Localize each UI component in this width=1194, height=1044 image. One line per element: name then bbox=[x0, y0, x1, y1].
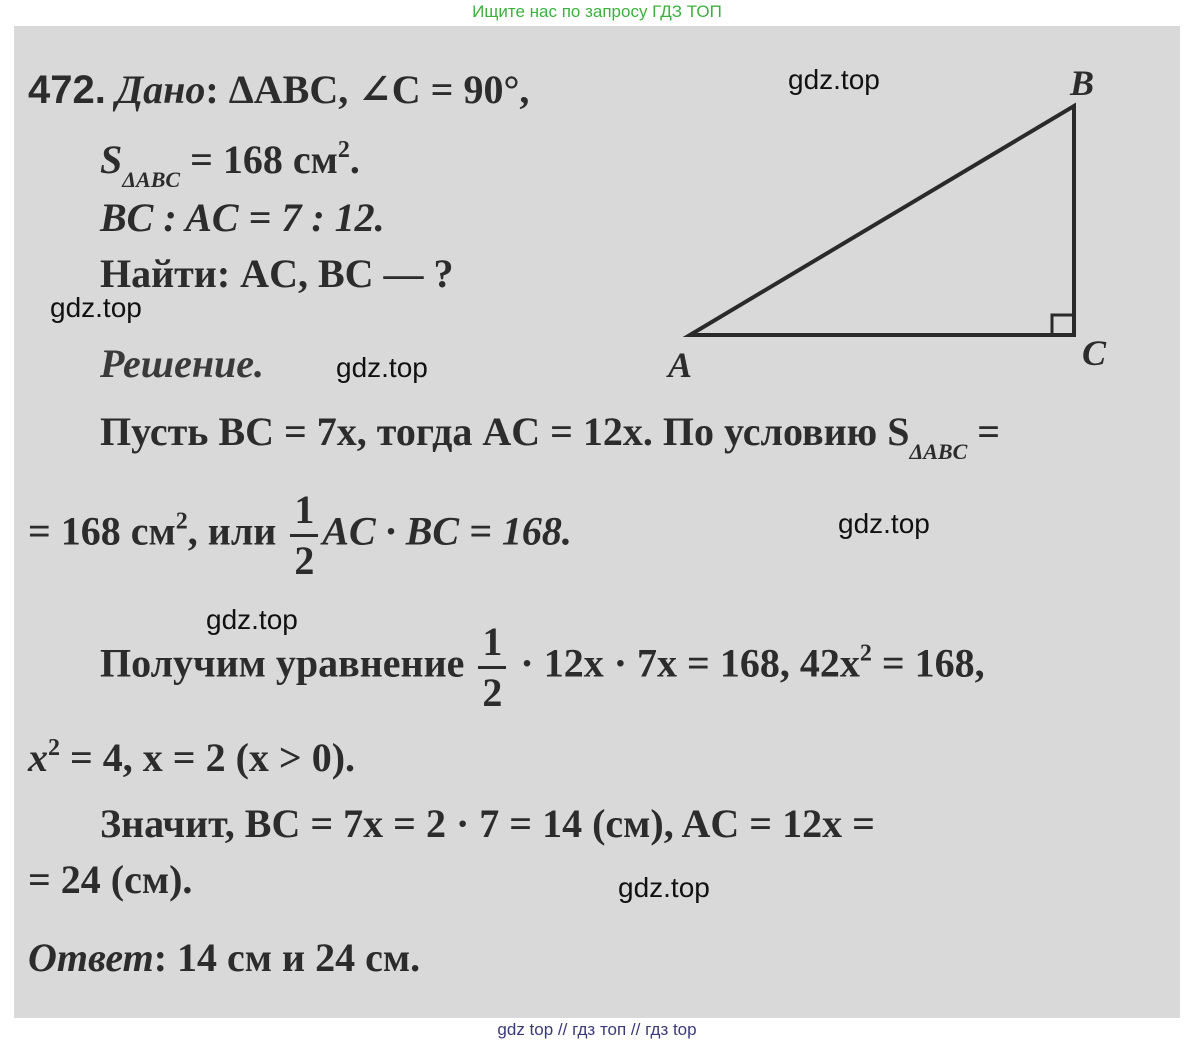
area-value: = 168 см bbox=[180, 137, 338, 182]
let-subscript: ΔABC bbox=[909, 439, 968, 464]
therefore-line: Значит, BC = 7x = 2 · 7 = 14 (см), AC = 12x = bbox=[100, 801, 875, 846]
textbook-page bbox=[14, 26, 1180, 1018]
ratio-given: BC : AC = 7 : 12. bbox=[100, 195, 385, 240]
area-dot: . bbox=[349, 137, 360, 182]
vertex-a-label: A bbox=[668, 345, 693, 385]
half-fraction bbox=[290, 488, 318, 583]
vertex-b-label: B bbox=[1070, 63, 1095, 103]
therefore-line-2: = 24 (см). bbox=[28, 857, 193, 902]
watermark: gdz.top bbox=[206, 604, 298, 635]
fraction-numerator: 1 bbox=[294, 487, 315, 532]
given-triangle: : ΔABC, ∠C = 90°, bbox=[205, 67, 530, 112]
watermark: gdz.top bbox=[50, 292, 142, 323]
area-eq-start: = 168 см bbox=[28, 508, 176, 554]
equation-fraction bbox=[478, 620, 506, 715]
vertex-c-label: C bbox=[1082, 333, 1107, 373]
fraction-bar bbox=[290, 534, 318, 537]
footer-links[interactable]: gdz top // гдз топ // гдз top bbox=[497, 1020, 697, 1039]
x-square: 2 bbox=[48, 735, 60, 761]
area-eq-mid: , или bbox=[187, 508, 277, 554]
area-square: 2 bbox=[337, 137, 350, 163]
area-equation bbox=[28, 488, 572, 583]
area-subscript: ΔABC bbox=[122, 167, 181, 192]
watermark: gdz.top bbox=[618, 872, 710, 903]
equation-fraction-bar bbox=[478, 666, 506, 669]
watermark: gdz.top bbox=[336, 352, 428, 383]
equation-fraction-numerator: 1 bbox=[482, 619, 503, 664]
solution-heading: Решение. bbox=[100, 341, 265, 386]
x-result: = 4, x = 2 (x > 0). bbox=[60, 735, 356, 780]
x-variable: x bbox=[28, 735, 48, 780]
watermark: gdz.top bbox=[788, 64, 880, 95]
triangle-abc bbox=[690, 106, 1074, 335]
equation-tail: = 168, bbox=[871, 640, 985, 686]
let-text: Пусть BC = 7x, тогда AC = 12x. По условию S bbox=[100, 409, 910, 454]
area-eq-square: 2 bbox=[175, 508, 188, 535]
let-line bbox=[100, 409, 1001, 464]
area-eq-end: AC · BC = 168. bbox=[322, 508, 572, 554]
x-solution bbox=[28, 736, 355, 778]
given-label: Дано bbox=[115, 67, 206, 112]
equation-body: · 12x · 7x = 168, 42x bbox=[520, 640, 860, 686]
answer-line bbox=[28, 935, 421, 980]
equation-square: 2 bbox=[859, 640, 872, 667]
equation-text: Получим уравнение bbox=[100, 640, 465, 686]
answer-value: : 14 см и 24 см. bbox=[153, 935, 421, 980]
search-banner[interactable]: Ищите нас по запросу ГДЗ ТОП bbox=[472, 2, 722, 21]
right-angle-mark bbox=[1052, 315, 1074, 335]
let-tail: = bbox=[967, 409, 1001, 454]
find-line: Найти: AC, BC — ? bbox=[100, 251, 454, 296]
watermark: gdz.top bbox=[838, 508, 930, 539]
problem-number: 472. bbox=[28, 68, 106, 112]
area-symbol: S bbox=[100, 137, 123, 182]
equation-fraction-denominator: 2 bbox=[482, 670, 503, 715]
fraction-denominator: 2 bbox=[294, 538, 315, 583]
answer-label: Ответ bbox=[28, 935, 154, 980]
